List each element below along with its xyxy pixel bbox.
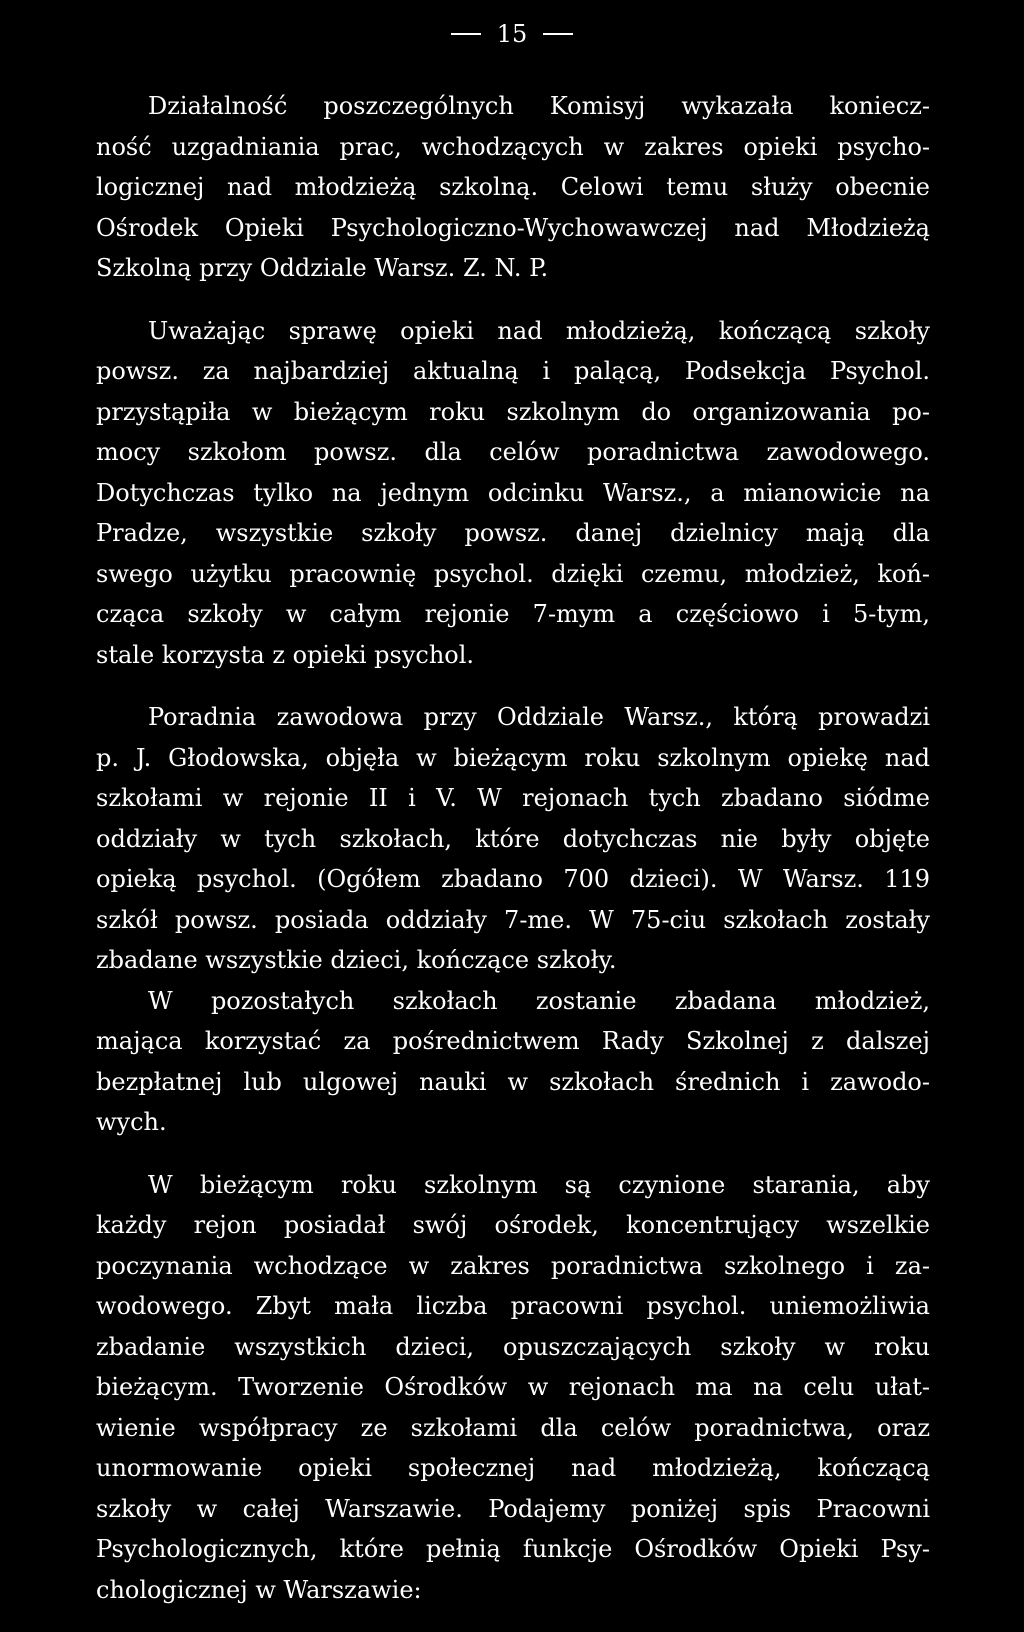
paragraph-2 [96,311,930,676]
text-line: oddziały w tych szkołach, które dotychczas nie były objęte [96,824,930,853]
text-line: opieką psychol. (Ogółem zbadano 700 dzieci). W Warsz. 119 [96,865,930,893]
text-line: Psychologicznych, które pełnią funkcje Ośrodków Opieki Psy- [96,1535,930,1563]
text-line: Ośrodek Opieki Psychologiczno-Wychowawczej nad Młodzieżą [96,213,930,242]
text-line: bezpłatnej lub ulgowej nauki w szkołach średnich i zawodo- [96,1067,930,1096]
text-line: Poradnia zawodowa przy Oddziale Warsz., którą prowadzi [148,703,930,731]
body-text [96,86,930,1632]
text-line: W pozostałych szkołach zostanie zbadana młodzież, [148,986,930,1015]
text-line: wodowego. Zbyt mała liczba pracowni psychol. uniemożliwia [96,1292,930,1320]
text-line: mocy szkołom powsz. dla celów poradnictwa zawodowego. [96,438,930,466]
text-line: przystąpiła w bieżącym roku szkolnym do organizowania po- [96,397,930,426]
text-line: unormowanie opieki społecznej nad młodzieżą, kończącą [96,1454,930,1482]
text-line: logicznej nad młodzieżą szkolną. Celowi temu służy obecnie [96,173,930,201]
text-line: Dotychczas tylko na jednym odcinku Warsz., a mianowicie na [96,478,930,507]
paragraph-3 [96,697,930,1143]
dash-left [451,33,481,35]
text-line: W bieżącym roku szkolnym są czynione starania, aby [148,1170,930,1199]
text-line: cząca szkoły w całym rejonie 7-mym a częściowo i 5-tym, [96,600,930,628]
text-line: szkoły w całej Warszawie. Podajemy poniżej spis Pracowni [96,1494,930,1523]
text-line: chologicznej w Warszawie: [96,1575,422,1604]
text-line: swego użytku pracownię psychol. dzięki czemu, młodzież, koń- [96,559,930,588]
page-number: 15 [496,20,528,48]
text-line: Szkolną przy Oddziale Warsz. Z. N. P. [96,254,549,282]
text-line: bieżącym. Tworzenie Ośrodków w rejonach ma na celu ułat- [96,1373,930,1401]
text-line: powsz. za najbardziej aktualną i palącą, Podsekcja Psychol. [96,357,930,385]
text-line: szkołami w rejonie II i V. W rejonach tych zbadano siódme [96,784,930,812]
text-line: poczynania wchodzące w zakres poradnictwa szkolnego i za- [96,1251,930,1280]
paragraph-4 [96,1165,930,1611]
text-line: wienie współpracy ze szkołami dla celów poradnictwa, oraz [96,1413,930,1442]
dash-right [543,33,573,35]
text-line: wych. [96,1108,167,1136]
text-line: stale korzysta z opieki psychol. [96,640,475,669]
text-line: każdy rejon posiadał swój ośrodek, koncentrujący wszelkie [96,1211,930,1239]
text-line: ność uzgadniania prac, wchodzących w zakres opieki psycho- [96,132,930,161]
text-line: szkół powsz. posiada oddziały 7-me. W 75-ciu szkołach zostały [96,905,930,934]
page-header [0,16,1024,52]
text-line: p. J. Głodowska, objęła w bieżącym roku szkolnym opiekę nad [96,743,930,772]
text-line: zbadanie wszystkich dzieci, opuszczających szkoły w roku [96,1332,930,1361]
paragraph-1 [96,86,930,289]
text-line: Uważając sprawę opieki nad młodzieżą, kończącą szkoły [148,316,930,345]
text-line: zbadane wszystkie dzieci, kończące szkoły. [96,946,617,974]
text-line: Działalność poszczególnych Komisyj wykazała koniecz- [148,92,930,120]
text-line: Pradze, wszystkie szkoły powsz. danej dzielnicy mają dla [96,519,930,547]
text-line: mająca korzystać za pośrednictwem Rady Szkolnej z dalszej [96,1027,930,1055]
